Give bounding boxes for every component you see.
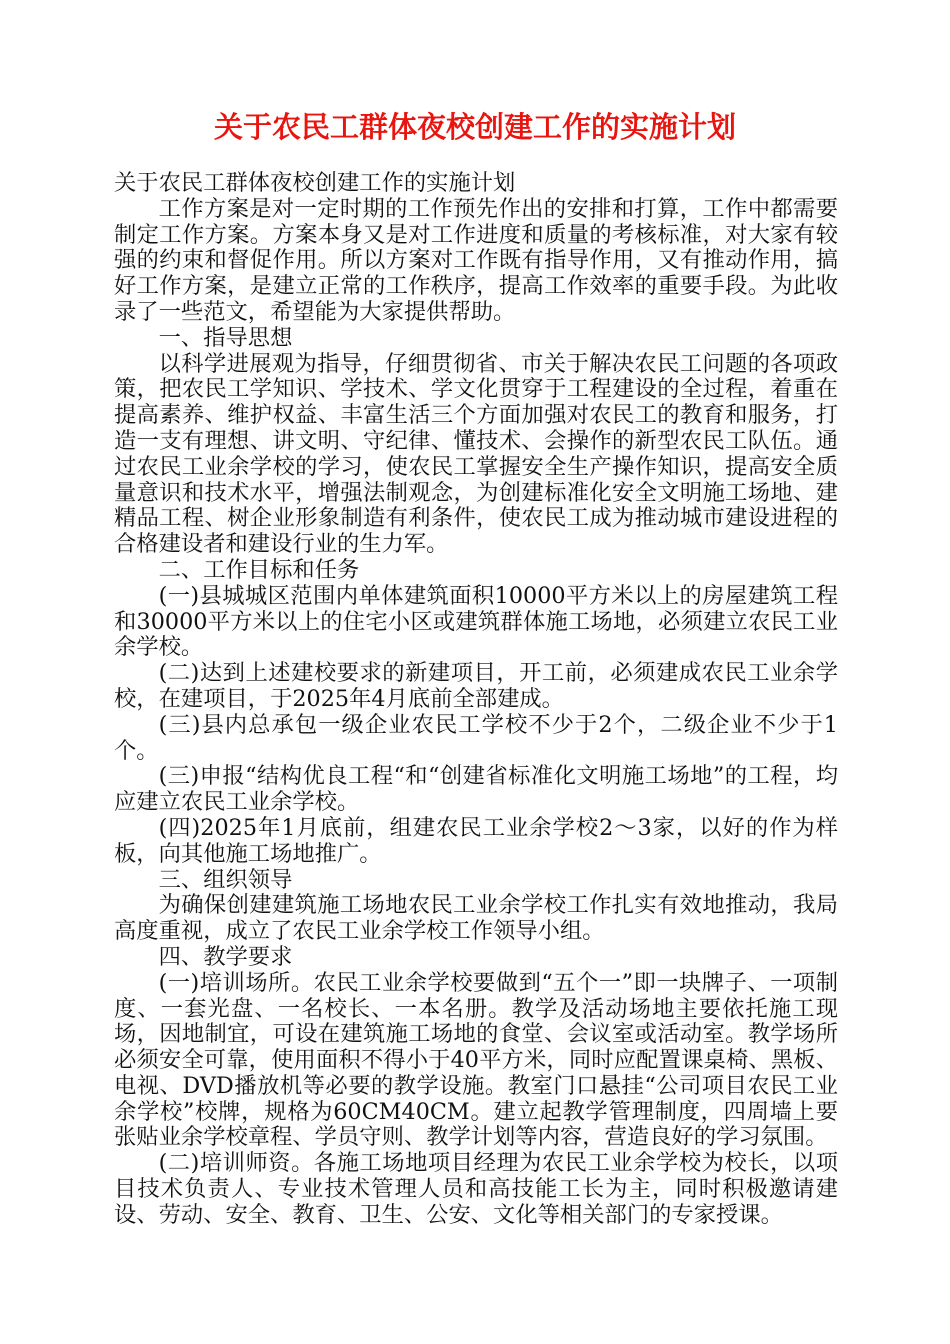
body-paragraph: (二)达到上述建校要求的新建项目，开工前，必须建成农民工业余学校，在建项目，于2025年4月底前全部建成。 — [114, 660, 838, 712]
body-paragraph: (一)培训场所。农民工业余学校要做到“五个一”即一块牌子、一项制度、一套光盘、一名校长、一本名册。教学及活动场地主要依托施工现场，因地制宜，可设在建筑施工场地的食堂、会议室或活动室。教学场所必须安全可靠，使用面积不得小于40平方米，同时应配置课桌椅、黑板、电视、DVD播放机等必要的教学设施。教室门口悬挂“公司项目农民工业余学校”校牌，规格为60CM40CM。建立起教学管理制度，四周墙上要张贴业余学校章程、学员守则、教学计划等内容，营造良好的学习氛围。 — [114, 969, 838, 1151]
body-paragraph: (二)培训师资。各施工场地项目经理为农民工业余学校为校长，以项目技术负责人、专业技术管理人员和高技能工长为主，同时积极邀请建设、劳动、安全、教育、卫生、公安、文化等相关部门的专家授课。 — [114, 1150, 838, 1228]
section-heading: 一、指导思想 — [158, 324, 293, 351]
body-paragraph: (三)县内总承包一级企业农民工学校不少于2个，二级企业不少于1个。 — [114, 711, 838, 764]
body-paragraph: (一)县城城区范围内单体建筑面积10000平方米以上的房屋建筑工程和30000平方米以上的住宅小区或建筑群体施工场地，必须建立农民工业余学校。 — [114, 582, 838, 661]
section-heading: 二、工作目标和任务 — [158, 556, 360, 583]
body-paragraph: 关于农民工群体夜校创建工作的实施计划 — [114, 170, 516, 196]
section-heading: 三、组织领导 — [158, 866, 293, 893]
body-paragraph: 为确保创建建筑施工场地农民工业余学校工作扎实有效地推动，我局高度重视，成立了农民工业余学校工作领导小组。 — [114, 892, 838, 945]
body-paragraph: 工作方案是对一定时期的工作预先作出的安排和打算，工作中都需要制定工作方案。方案本身又是对工作进度和质量的考核标准，对大家有较强的约束和督促作用。所以方案对工作既有指导作用，又有推动作用，搞好工作方案，是建立正常的工作秩序，提高工作效率的重要手段。为此收录了一些范文，希望能为大家提供帮助。 — [114, 195, 838, 325]
document-title: 关于农民工群体夜校创建工作的实施计划 — [213, 110, 736, 144]
body-paragraph: (三)申报“结构优良工程“和“创建省标准化文明施工场地”的工程，均应建立农民工业余学校。 — [114, 763, 838, 816]
section-heading: 四、教学要求 — [158, 943, 293, 970]
body-paragraph: 以科学进展观为指导，仔细贯彻省、市关于解决农民工问题的各项政策，把农民工学知识、学技术、学文化贯穿于工程建设的全过程，着重在提高素养、维护权益、丰富生活三个方面加强对农民工的教育和服务，打造一支有理想、讲文明、守纪律、懂技术、会操作的新型农民工队伍。通过农民工业余学校的学习，使农民工掌握安全生产操作知识，提高安全质量意识和技术水平，增强法制观念，为创建标准化安全文明施工场地、建精品工程、树企业形象制造有利条件，使农民工成为推动城市建设进程的合格建设者和建设行业的生力军。 — [114, 350, 838, 558]
body-paragraph: (四)2025年1月底前，组建农民工业余学校2～3家，以好的作为样板，向其他施工场地推广。 — [114, 814, 838, 867]
document-body — [114, 171, 838, 1229]
